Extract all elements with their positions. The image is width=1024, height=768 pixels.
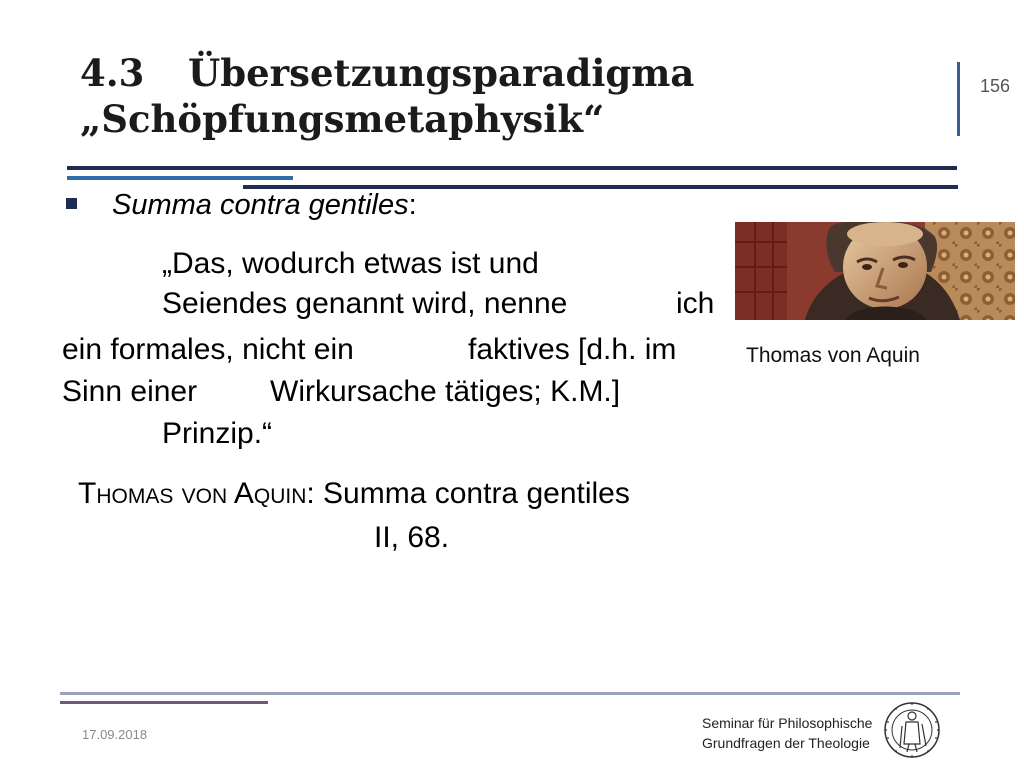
quote-line-4b: Wirkursache tätiges; K.M.] <box>270 375 621 408</box>
header-rule-top <box>67 166 957 170</box>
portrait-image <box>735 222 1015 320</box>
quote-line-5: Prinzip.“ <box>162 417 273 450</box>
bullet-suffix: : <box>408 189 417 221</box>
citation-work: : Summa contra gentiles <box>306 477 630 510</box>
footer-rule <box>60 692 960 695</box>
quote-line-2b: ich <box>676 287 715 320</box>
footer-date: 17.09.2018 <box>82 727 148 742</box>
quote-line-3b: faktives [d.h. im <box>468 333 677 366</box>
citation-reference: II, 68. <box>374 521 450 554</box>
footer-seminar <box>702 713 872 753</box>
seminar-line-1: Seminar für Philosophische <box>702 715 873 731</box>
title-text-1: Übersetzungsparadigma <box>188 51 695 95</box>
title-line-1 <box>80 50 940 96</box>
title-number: 4.3 <box>80 51 145 95</box>
citation-line-1 <box>78 472 630 516</box>
title-line-2: „Schöpfungsmetaphysik“ <box>80 97 605 141</box>
quote-line-2a: Seiendes genannt wird, nenne <box>162 287 568 320</box>
bullet-item <box>112 186 417 224</box>
quote-line-3a: ein formales, nicht ein <box>62 333 354 366</box>
university-seal-icon <box>876 700 948 760</box>
page-number-divider <box>957 62 960 136</box>
bullet-work-title: Summa contra gentiles <box>112 189 409 221</box>
quote-line-1: „Das, wodurch etwas ist und <box>162 247 539 280</box>
page-number: 156 <box>980 76 1011 96</box>
bullet-square-icon <box>66 198 77 209</box>
seminar-line-2: Grundfragen der Theologie <box>702 735 870 751</box>
citation-author: Thomas von Aquin <box>78 477 307 510</box>
footer-rule-accent <box>60 701 268 704</box>
slide-title <box>80 50 940 142</box>
portrait-caption: Thomas von Aquin <box>746 344 920 367</box>
quote-line-4a: Sinn einer <box>62 375 198 408</box>
header-rule-accent <box>67 176 293 180</box>
